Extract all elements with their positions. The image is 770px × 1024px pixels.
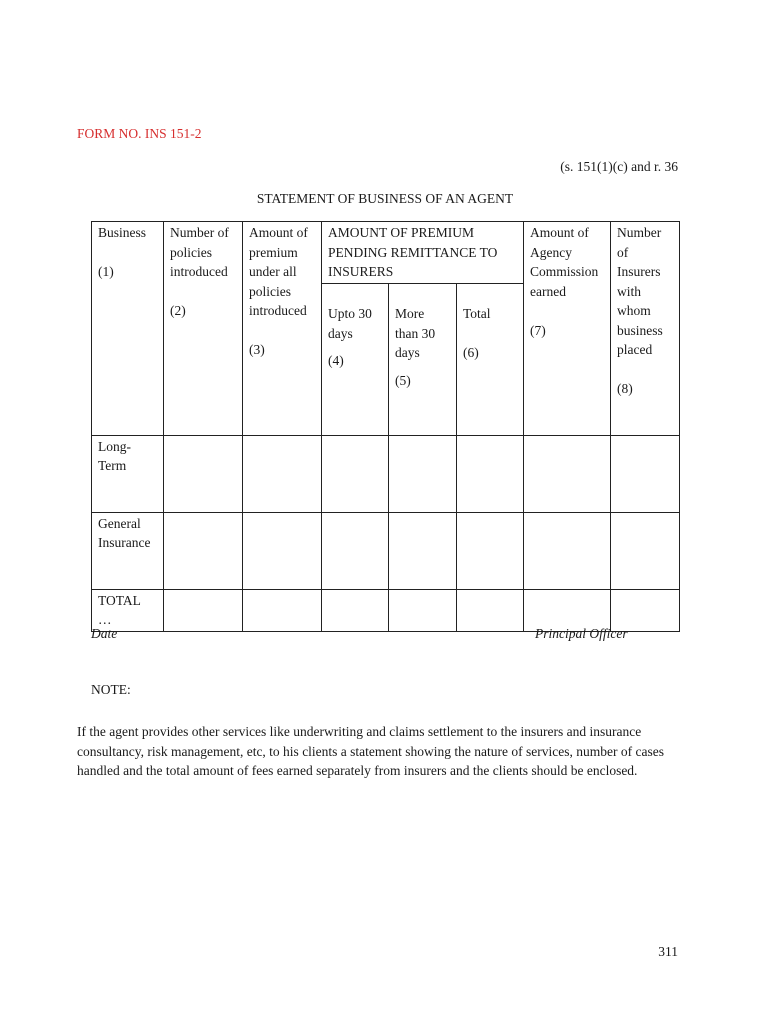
date-label: Date <box>91 626 118 641</box>
header-amount-of-premium: Amount of premium under all policies introduced (3) <box>243 222 322 436</box>
header-upto-30-days: Upto 30 days (4) <box>322 283 389 435</box>
page-number: 311 <box>658 944 678 959</box>
table-cell <box>611 435 680 512</box>
note-text: If the agent provides other services like underwriting and claims settlement to the insurers and insurance consultancy, risk management, etc, to his clients a statement showing the nature of services, number of cases handled and the total amount of fees earned separately from insurers and the clients should be enclosed. <box>77 724 664 778</box>
table-cell <box>164 589 243 631</box>
table-cell <box>389 589 457 631</box>
table-cell <box>164 512 243 589</box>
row-label-total: TOTAL … <box>92 589 164 631</box>
principal-officer-label: Principal Officer <box>535 626 628 641</box>
table-cell <box>243 512 322 589</box>
table-row <box>92 435 680 512</box>
table-cell <box>322 589 389 631</box>
table-cell <box>457 589 524 631</box>
header-business: Business (1) <box>92 222 164 436</box>
table-cell <box>524 512 611 589</box>
row-label-long-term: Long- Term <box>92 435 164 512</box>
header-total: Total (6) <box>457 283 524 435</box>
table-cell <box>389 435 457 512</box>
table-cell <box>243 589 322 631</box>
table-row <box>92 512 680 589</box>
row-label-general-insurance: General Insurance <box>92 512 164 589</box>
table-cell <box>457 435 524 512</box>
table-cell <box>611 512 680 589</box>
header-premium-pending-group: AMOUNT OF PREMIUM PENDING REMITTANCE TO INSURERS <box>322 222 524 284</box>
table-cell <box>243 435 322 512</box>
section-reference: (s. 151(1)(c) and r. 36 <box>560 159 678 174</box>
header-number-of-policies: Number of policies introduced (2) <box>164 222 243 436</box>
form-number: FORM NO. INS 151-2 <box>77 126 202 141</box>
table-cell <box>524 435 611 512</box>
table-cell <box>164 435 243 512</box>
header-number-of-insurers: Number of Insurers with whom business placed (8) <box>611 222 680 436</box>
statement-heading: STATEMENT OF BUSINESS OF AN AGENT <box>256 191 514 206</box>
note-label: NOTE: <box>91 682 131 697</box>
table-cell <box>322 435 389 512</box>
table-cell <box>389 512 457 589</box>
header-more-than-30-days: More than 30 days (5) <box>389 283 457 435</box>
table-cell <box>457 512 524 589</box>
business-statement-table <box>91 221 680 632</box>
table-cell <box>322 512 389 589</box>
header-agency-commission: Amount of Agency Commission earned (7) <box>524 222 611 436</box>
